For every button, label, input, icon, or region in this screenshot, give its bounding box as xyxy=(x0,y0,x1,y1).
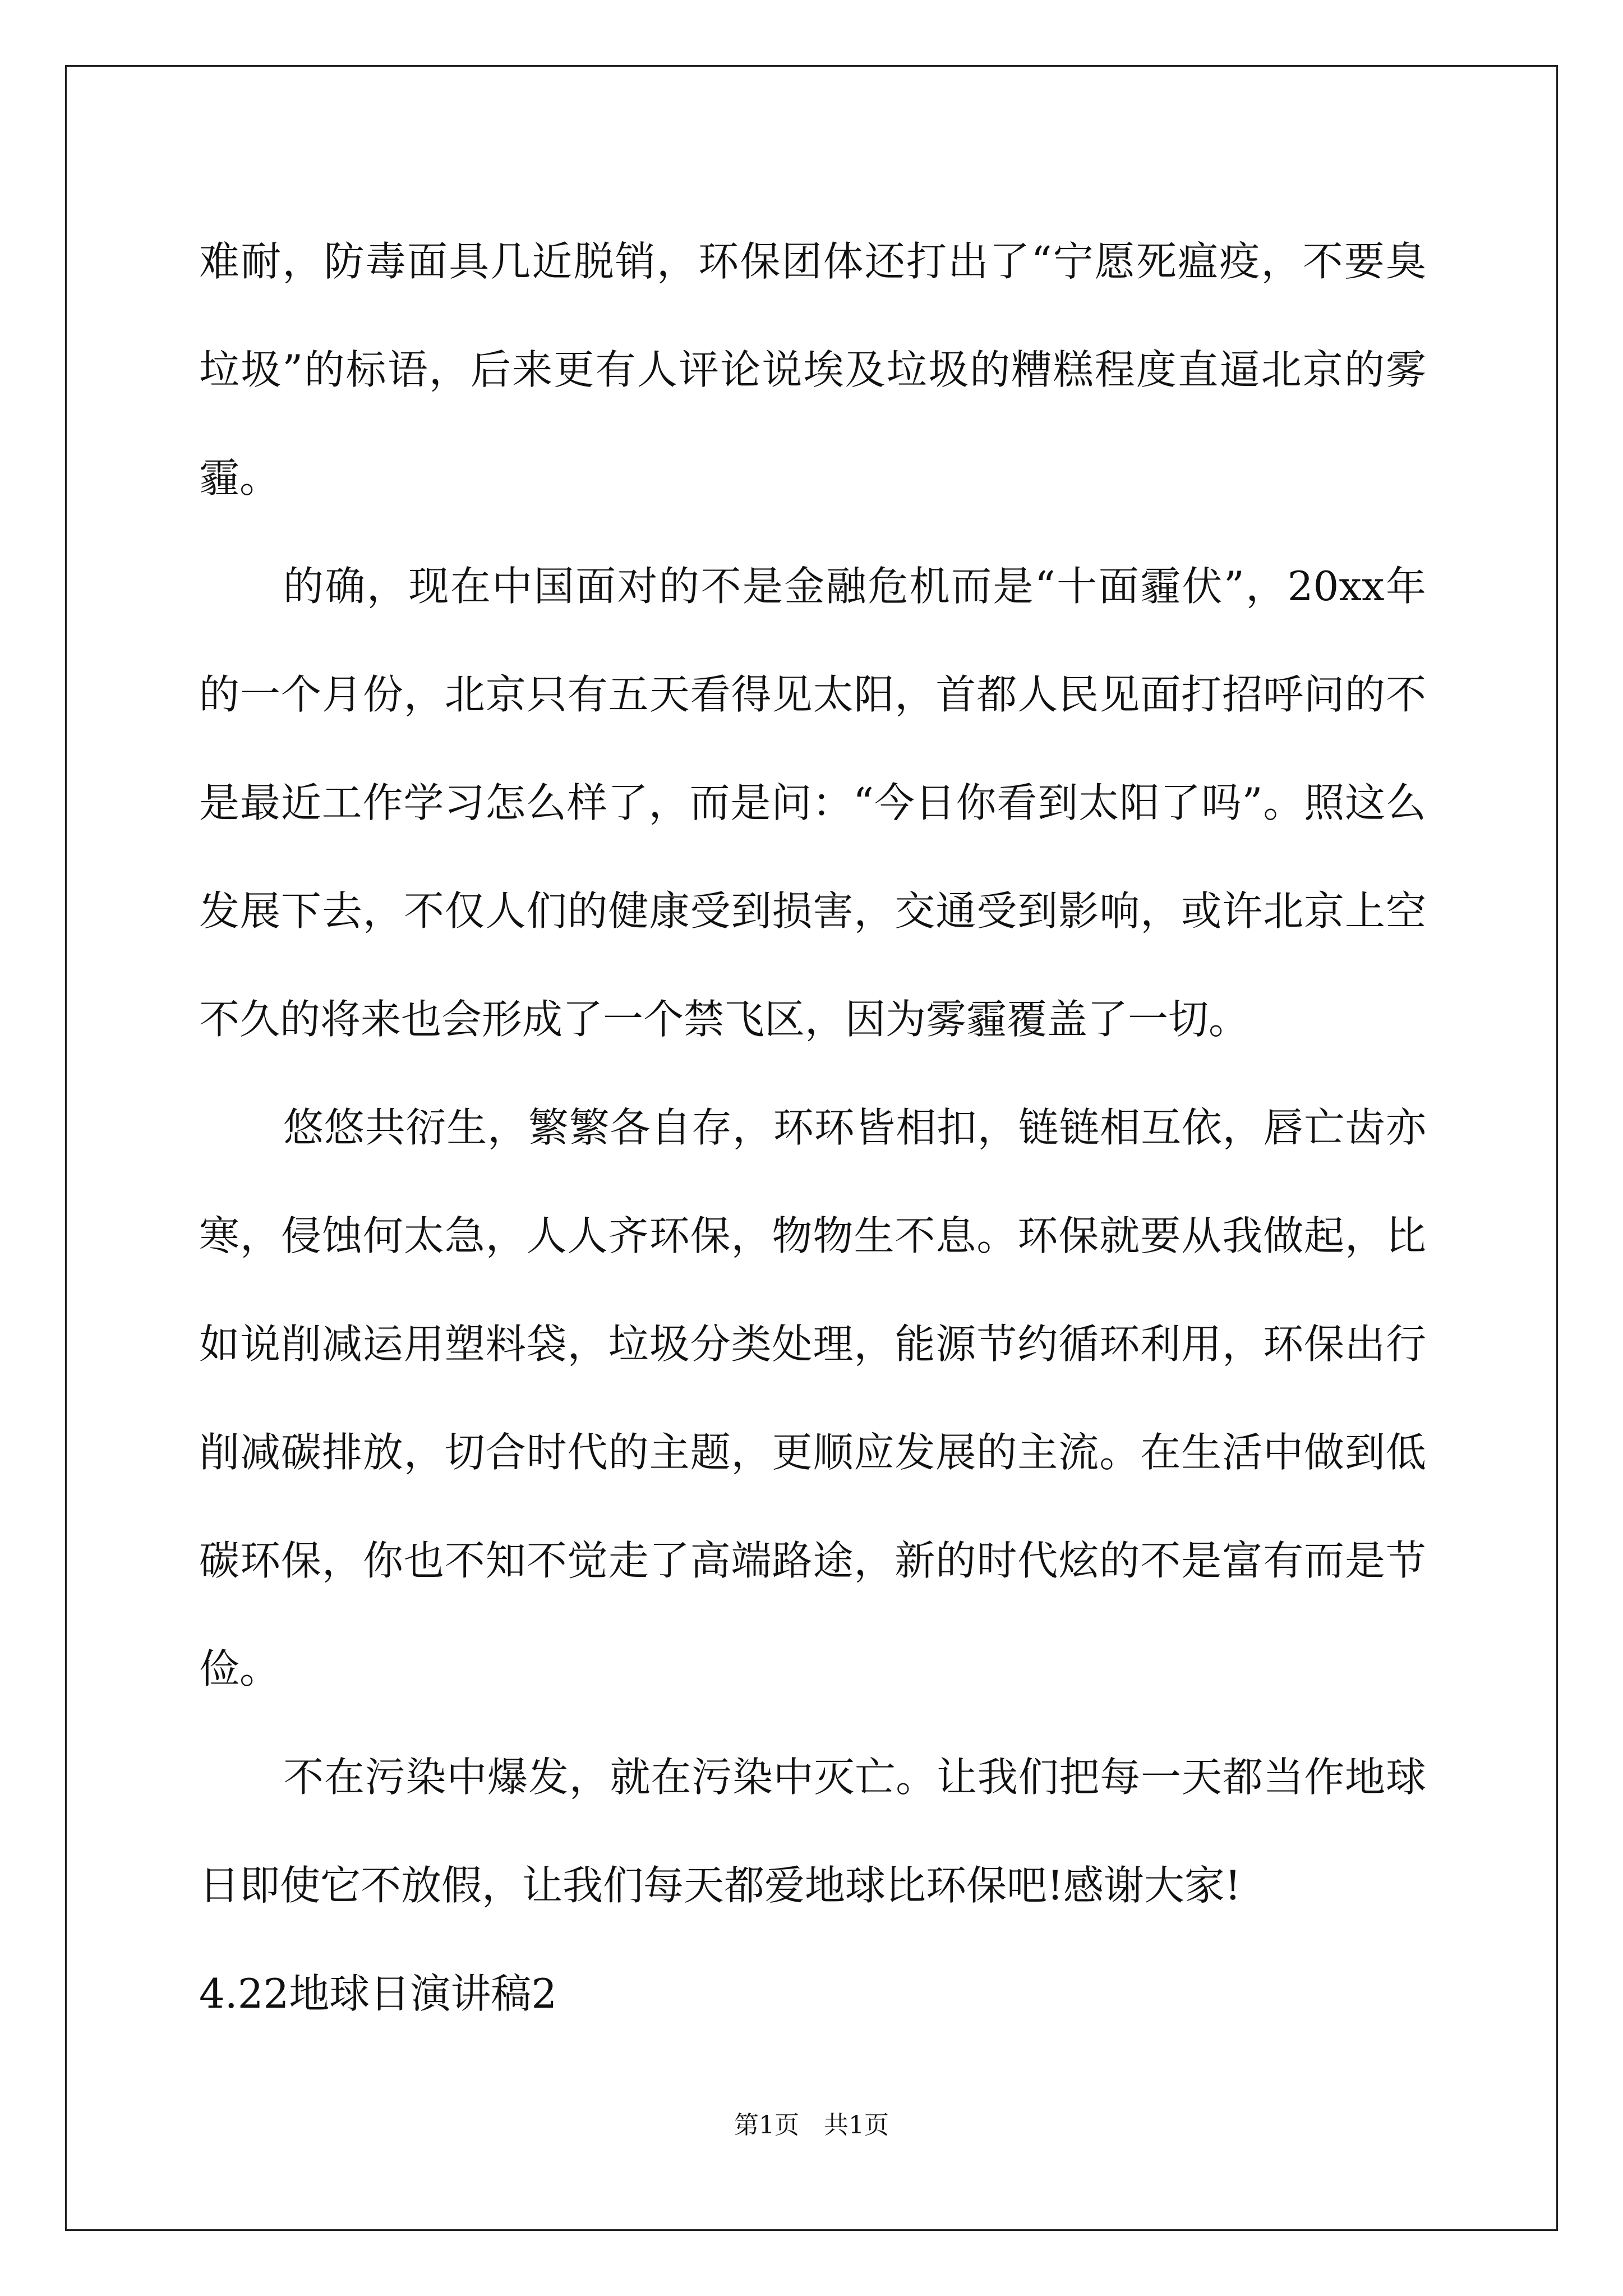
text-line: 难耐，防毒面具几近脱销，环保团体还打出了“宁愿死瘟疫，不要臭 xyxy=(199,238,1426,285)
page-number-footer: 第1页 共1页 xyxy=(734,2111,889,2139)
paragraph-first-line: 不在污染中爆发，就在污染中灭亡。让我们把每一天都当作地球 xyxy=(283,1754,1426,1801)
text-line: 发展下去，不仅人们的健康受到损害，交通受到影响，或许北京上空 xyxy=(199,887,1426,935)
text-line: 垃圾”的标语，后来更有人评论说埃及垃圾的糟糕程度直逼北京的雾 xyxy=(199,346,1426,393)
text-line: 日即使它不放假，让我们每天都爱地球比环保吧!感谢大家! xyxy=(199,1862,1241,1909)
paragraph-first-line: 悠悠共衍生，繁繁各自存，环环皆相扣，链链相互依，唇亡齿亦 xyxy=(283,1104,1426,1151)
text-line: 俭。 xyxy=(199,1645,280,1692)
text-line: 碳环保，你也不知不觉走了高端路途，新的时代炫的不是富有而是节 xyxy=(199,1537,1426,1584)
text-line: 的一个月份，北京只有五天看得见太阳，首都人民见面打招呼问的不 xyxy=(199,671,1426,718)
paragraph-first-line: 的确，现在中国面对的不是金融危机而是“十面霾伏”，20xx年 xyxy=(283,563,1426,610)
text-line: 是最近工作学习怎么样了，而是问：“今日你看到太阳了吗”。照这么 xyxy=(199,779,1426,826)
section-heading: 4.22地球日演讲稿2 xyxy=(199,1970,557,2017)
text-line: 如说削减运用塑料袋，垃圾分类处理，能源节约循环利用，环保出行 xyxy=(199,1320,1426,1368)
text-line: 不久的将来也会形成了一个禁飞区，因为雾霾覆盖了一切。 xyxy=(199,996,1249,1043)
text-line: 寒，侵蚀何太急，人人齐环保，物物生不息。环保就要从我做起，比 xyxy=(199,1212,1426,1259)
text-line: 削减碳排放，切合时代的主题，更顺应发展的主流。在生活中做到低 xyxy=(199,1429,1426,1476)
text-line: 霾。 xyxy=(199,454,280,501)
document-body xyxy=(199,208,1426,2048)
